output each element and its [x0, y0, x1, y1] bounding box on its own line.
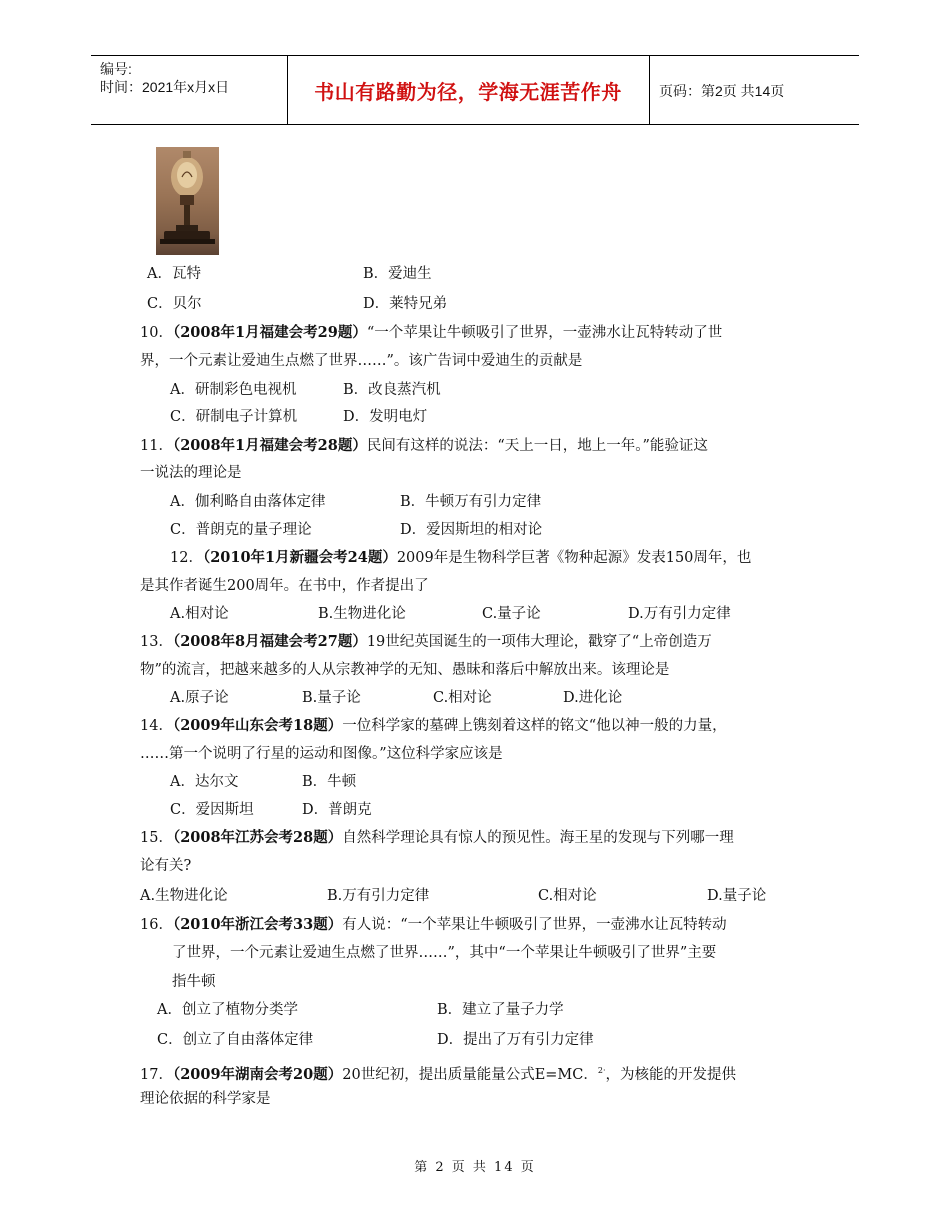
question-number: 15．	[140, 830, 173, 846]
question-source: （2008年江苏会考28题）	[172, 829, 343, 846]
option: B．爱迪生	[363, 266, 432, 282]
question-source: （2009年湖南会考20题）	[172, 1065, 343, 1083]
light-bulb-photo	[156, 147, 219, 255]
question-text: ，为核能的开发提供	[605, 1066, 737, 1083]
question-source: （2008年8月福建会考27题）	[172, 633, 367, 650]
question-text: 了世界，一个元素让爱迪生点燃了世界……”，其中“一个苹果让牛顿吸引了世界”主要	[172, 945, 717, 961]
question-text: 论有关?	[140, 858, 192, 874]
question-text: 指牛顿	[172, 974, 216, 990]
question-text: 20世纪初，提出质量能量公式E=MC．	[342, 1066, 598, 1083]
option: B．改良蒸汽机	[343, 382, 441, 398]
option: D.进化论	[563, 690, 623, 706]
option: B．建立了量子力学	[437, 1002, 564, 1018]
question-number: 13．	[140, 634, 173, 650]
question-text: 自然科学理论具有惊人的预见性。海王星的发现与下列哪一理	[342, 830, 734, 846]
option: D.万有引力定律	[628, 606, 731, 622]
question-text: 界，一个元素让爱迪生点燃了世界……”。该广告词中爱迪生的贡献是	[140, 353, 583, 369]
question-text: 有人说：“一个苹果让牛顿吸引了世界，一壶沸水让瓦特转动	[342, 917, 727, 933]
question-source: （2010年浙江会考33题）	[172, 916, 343, 933]
light-bulb-icon	[156, 147, 219, 255]
question-source: （2010年1月新疆会考24题）	[202, 549, 397, 566]
option: A．达尔文	[170, 774, 239, 790]
option: C．爱因斯坦	[170, 802, 254, 818]
page-header	[91, 55, 859, 125]
option: A．创立了植物分类学	[157, 1002, 298, 1018]
page-footer: 第 2 页 共 14 页	[414, 1160, 536, 1175]
option: C.相对论	[433, 690, 492, 706]
option: A.相对论	[170, 606, 229, 622]
question-text: ……第一个说明了行星的运动和图像。”这位科学家应该是	[140, 746, 503, 762]
question-16	[140, 915, 727, 935]
question-12	[170, 548, 751, 568]
option: C．普朗克的量子理论	[170, 522, 312, 538]
option: D．提出了万有引力定律	[437, 1032, 594, 1048]
question-text: 2009年是生物科学巨著《物种起源》发表150周年，也	[396, 550, 752, 566]
header-motto: 书山有路勤为径，学海无涯苦作舟	[314, 80, 622, 104]
option: A．研制彩色电视机	[170, 382, 297, 398]
header-meta	[100, 60, 229, 96]
question-number: 12．	[170, 550, 203, 566]
question-number: 16．	[140, 917, 173, 933]
question-13	[140, 632, 712, 652]
header-divider	[649, 56, 650, 124]
question-number: 11．	[140, 438, 173, 454]
option: C．研制电子计算机	[170, 409, 298, 425]
superscript: 2·	[597, 1066, 606, 1075]
serial-label: 编号:	[100, 61, 132, 77]
question-text: 一位科学家的墓碑上镌刻着这样的铭文“他以神一般的力量，	[342, 718, 727, 734]
option: B.量子论	[302, 690, 361, 706]
option: C.相对论	[538, 888, 597, 904]
question-14	[140, 716, 727, 736]
question-text: 19世纪英国诞生的一项伟大理论，戳穿了“上帝创造万	[366, 634, 712, 650]
option: D．普朗克	[302, 802, 372, 818]
option: D.量子论	[707, 888, 767, 904]
option: A．伽利略自由落体定律	[170, 494, 326, 510]
option: B.万有引力定律	[327, 888, 430, 904]
option: B.生物进化论	[318, 606, 406, 622]
question-15	[140, 828, 734, 848]
question-number: 14．	[140, 718, 173, 734]
option: B．牛顿万有引力定律	[400, 494, 542, 510]
option: A.生物进化论	[140, 888, 228, 904]
time-label: 时间：2021年x月x日	[100, 79, 230, 95]
question-text: 物”的流言，把越来越多的人从宗教神学的无知、愚昧和落后中解放出来。该理论是	[140, 662, 670, 678]
question-source: （2009年山东会考18题）	[172, 717, 343, 734]
question-text: 理论依据的科学家是	[140, 1091, 271, 1107]
option: D．爱因斯坦的相对论	[400, 522, 543, 538]
option: C．创立了自由落体定律	[157, 1032, 314, 1048]
page-number-label: 页码：第2页 共14页	[659, 83, 785, 99]
question-11	[140, 436, 708, 456]
question-text: 是其作者诞生200周年。在书中，作者提出了	[140, 578, 429, 594]
option: A．瓦特	[147, 266, 201, 282]
question-number: 17．	[140, 1066, 173, 1083]
question-source: （2008年1月福建会考28题）	[172, 437, 367, 454]
option: D．莱特兄弟	[363, 296, 448, 312]
question-17	[140, 1061, 736, 1085]
question-10	[140, 323, 722, 343]
option: C.量子论	[482, 606, 541, 622]
option: B．牛顿	[302, 774, 357, 790]
question-number: 10．	[140, 325, 173, 341]
question-source: （2008年1月福建会考29题）	[172, 324, 367, 341]
option: A.原子论	[170, 690, 229, 706]
option: C．贝尔	[147, 296, 202, 312]
question-text: 民间有这样的说法：“天上一日，地上一年。”能验证这	[366, 438, 708, 454]
question-text: “一个苹果让牛顿吸引了世界，一壶沸水让瓦特转动了世	[366, 325, 723, 341]
question-text: 一说法的理论是	[140, 465, 242, 481]
option: D．发明电灯	[343, 409, 428, 425]
